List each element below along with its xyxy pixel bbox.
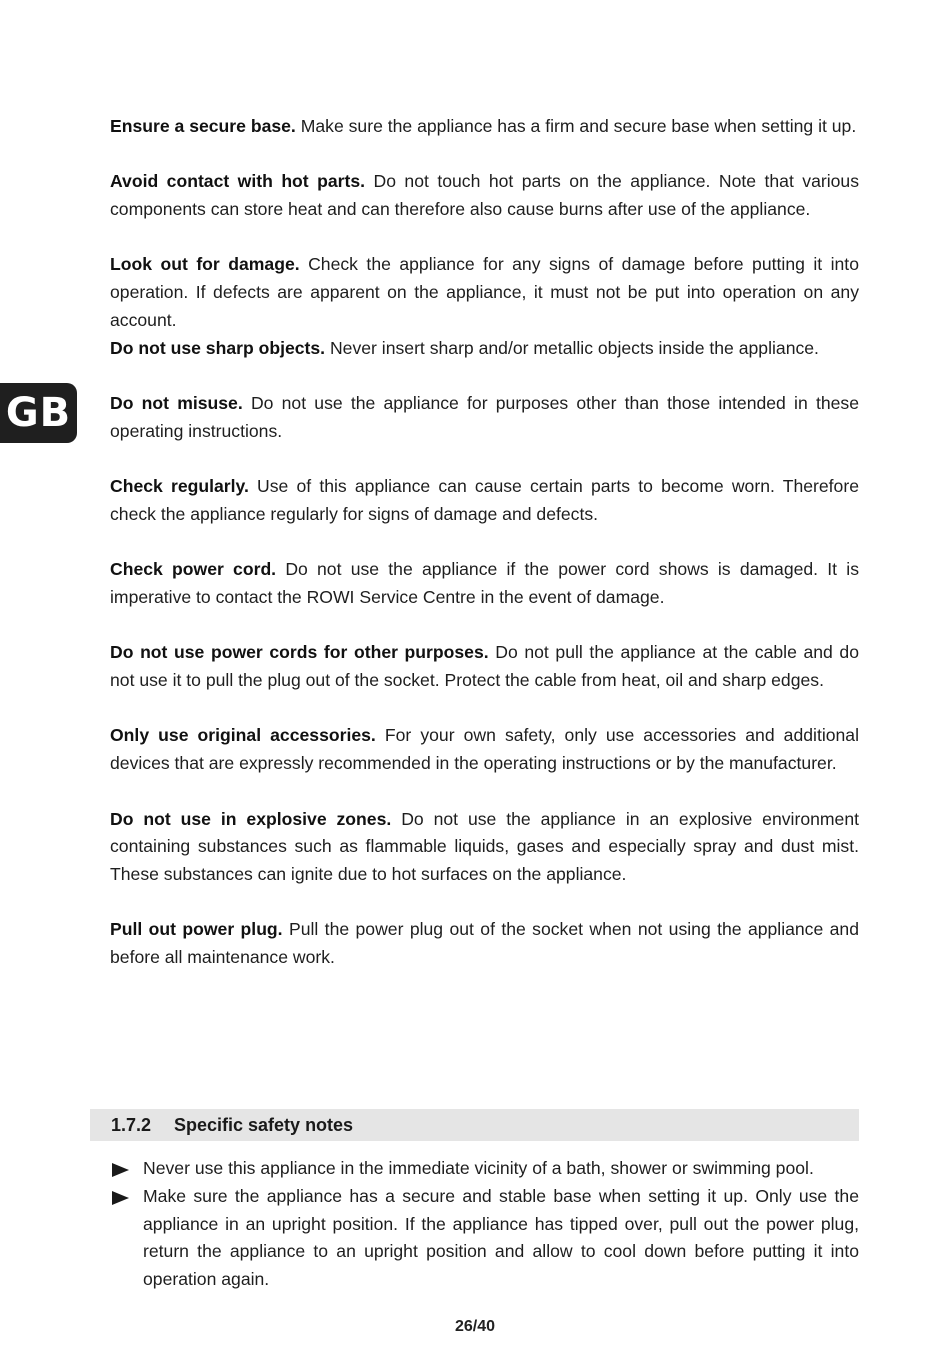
safety-paragraph bbox=[110, 722, 859, 778]
paragraph-text: Do not use the appliance for purposes other than those intended in these operating instructions. bbox=[110, 393, 859, 441]
paragraph-text: Check the appliance for any signs of damage before putting it into operation. If defects are apparent on the appliance, it must not be put into operation on any account. bbox=[110, 254, 859, 330]
safety-paragraph bbox=[110, 113, 859, 141]
paragraph-text: Do not use the appliance if the power cord shows is damaged. It is imperative to contact the ROWI Service Centre in the event of damage. bbox=[110, 559, 859, 608]
list-item-text: Make sure the appliance has a secure and stable base when setting it up. Only use the appliance in an upright position. If the appliance has tipped over, pull out the power plug, return the appliance to an upright position and allow to cool down before putting it into operation again. bbox=[143, 1185, 859, 1290]
list-item-text: Never use this appliance in the immediate vicinity of a bath, shower or swimming pool. bbox=[143, 1158, 814, 1178]
safety-paragraph bbox=[110, 639, 859, 695]
paragraph-text: Do not touch hot parts on the appliance. Note that various components can store heat and can therefore also cause burns after use of the appliance. bbox=[110, 171, 860, 220]
paragraph-text: Do not pull the appliance at the cable and do not use it to pull the plug out of the socket. Protect the cable from heat, oil and sharp edges. bbox=[110, 642, 859, 691]
safety-paragraph bbox=[110, 473, 859, 529]
paragraph-text: Use of this appliance can cause certain parts to become worn. Therefore check the appliance regularly for signs of damage and defects. bbox=[110, 476, 859, 524]
triangle-bullet-icon bbox=[112, 1191, 129, 1205]
paragraph-text: For your own safety, only use accessories and additional devices that are expressly recommended in the operating instructions or by the manufacturer. bbox=[110, 725, 859, 774]
paragraph-lead: Do not use in explosive zones. bbox=[110, 808, 392, 829]
paragraph-text: Make sure the appliance has a firm and secure base when setting it up. bbox=[300, 116, 857, 136]
paragraph-text: Pull the power plug out of the socket when not using the appliance and before all maintenance work. bbox=[110, 919, 859, 968]
safety-paragraph bbox=[110, 335, 859, 363]
language-tab-gb: GB bbox=[0, 383, 77, 443]
paragraph-lead: Do not use power cords for other purposes. bbox=[110, 642, 489, 663]
list-item bbox=[110, 1155, 859, 1183]
paragraph-lead: Pull out power plug. bbox=[110, 919, 283, 940]
safety-paragraph bbox=[110, 390, 859, 446]
list-item bbox=[110, 1183, 859, 1294]
page-number: 26/40 bbox=[454, 1318, 496, 1335]
triangle-bullet-icon bbox=[112, 1163, 129, 1177]
paragraph-lead: Do not use sharp objects. bbox=[110, 337, 326, 358]
section-number: 1.7.2 bbox=[111, 1115, 152, 1135]
safety-paragraph bbox=[110, 168, 859, 224]
safety-paragraph bbox=[110, 251, 859, 334]
paragraph-lead: Avoid contact with hot parts. bbox=[110, 171, 366, 192]
specific-safety-list bbox=[110, 1155, 859, 1294]
paragraph-text: Never insert sharp and/or metallic objects inside the appliance. bbox=[329, 337, 819, 358]
safety-paragraph bbox=[110, 806, 859, 889]
paragraph-lead: Do not misuse. bbox=[110, 393, 243, 414]
safety-paragraph bbox=[110, 916, 859, 972]
paragraph-lead: Look out for damage. bbox=[110, 254, 300, 275]
safety-paragraphs bbox=[110, 113, 859, 972]
safety-paragraph bbox=[110, 556, 859, 612]
paragraph-lead: Check power cord. bbox=[110, 559, 277, 580]
paragraph-text: Do not use the appliance in an explosive environment containing substances such as flammable liquids, gases and especially spray and dust mist. These substances can ignite due to hot surfaces on the appliance. bbox=[110, 808, 860, 885]
section-heading bbox=[90, 1109, 859, 1141]
paragraph-lead: Check regularly. bbox=[110, 476, 249, 497]
paragraph-lead: Only use original accessories. bbox=[110, 725, 376, 746]
paragraph-lead: Ensure a secure base. bbox=[110, 116, 296, 136]
section-title: Specific safety notes bbox=[174, 1115, 354, 1135]
